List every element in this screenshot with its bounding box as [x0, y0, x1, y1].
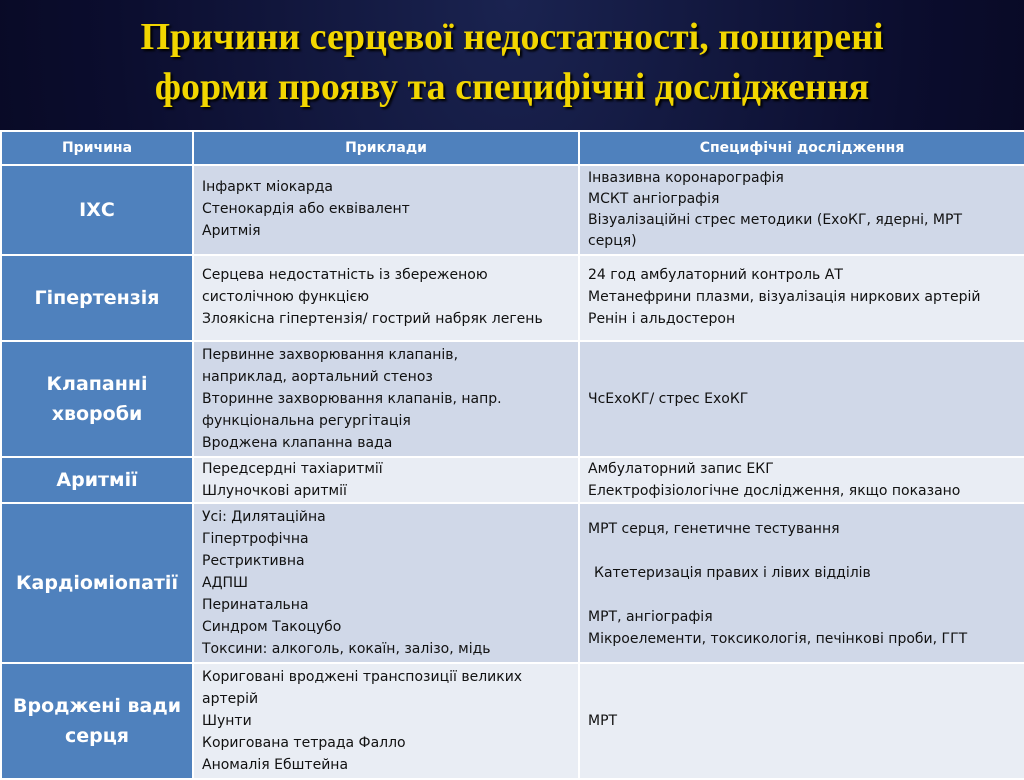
- cause-label: ІХС: [79, 199, 115, 221]
- test-item: серця): [588, 233, 637, 249]
- example-item: Аритмія: [202, 223, 261, 239]
- table-row: [1, 341, 1024, 457]
- examples-cell: [193, 663, 579, 779]
- table-header-row: [1, 131, 1024, 165]
- table-row: [1, 503, 1024, 663]
- cause-cell: [1, 663, 193, 779]
- causes-table: [0, 130, 1024, 780]
- test-item: Мікроелементи, токсикологія, печінкові проби, ГГТ: [588, 631, 968, 647]
- test-item: Метанефрини плазми, візуалізація ниркових артерій: [588, 289, 981, 305]
- cause-cell: [1, 341, 193, 457]
- tests-cell: [579, 255, 1024, 341]
- title-line-1: Причини серцевої недостатності, поширені: [140, 16, 884, 58]
- example-item: Усі: Дилятаційна: [202, 509, 326, 525]
- table-row: [1, 165, 1024, 255]
- spacer: [588, 540, 1016, 562]
- tests-cell: [579, 341, 1024, 457]
- example-item: артерій: [202, 691, 259, 707]
- example-item: Стенокардія або еквівалент: [202, 201, 410, 217]
- example-item: Гіпертрофічна: [202, 531, 309, 547]
- title-line-2: форми прояву та специфічні дослідження: [154, 66, 870, 108]
- example-item: Шлуночкові аритмії: [202, 483, 347, 499]
- cause-label-line-2: хвороби: [51, 403, 143, 425]
- tests-cell: [579, 165, 1024, 255]
- example-item: Шунти: [202, 713, 252, 729]
- cause-label: Аритмії: [56, 469, 138, 491]
- example-item: Рестриктивна: [202, 553, 305, 569]
- example-item: АДПШ: [202, 575, 249, 591]
- example-item: Первинне захворювання клапанів,: [202, 347, 459, 363]
- example-item: Вторинне захворювання клапанів, напр.: [202, 391, 502, 407]
- example-item: Інфаркт міокарда: [202, 179, 333, 195]
- cause-label-line-1: Вроджені вади: [12, 695, 182, 717]
- examples-cell: [193, 457, 579, 503]
- example-item: функціональна регургітація: [202, 413, 411, 429]
- test-item: МРТ: [588, 713, 618, 729]
- example-item: Коригована тетрада Фалло: [202, 735, 406, 751]
- test-item: Візуалізаційні стрес методики (ЕхоКГ, ядерні, МРТ: [588, 212, 963, 228]
- header-examples: Приклади: [193, 131, 579, 165]
- test-item: МРТ, ангіографія: [588, 609, 713, 625]
- cause-label: Гіпертензія: [34, 287, 160, 309]
- test-item: Амбулаторний запис ЕКГ: [588, 461, 774, 477]
- test-item: Ренін і альдостерон: [588, 311, 736, 327]
- test-item: МРТ серця, генетичне тестування: [588, 521, 840, 537]
- test-item: Інвазивна коронарографія: [588, 170, 784, 186]
- example-item: Серцева недостатність із збереженою: [202, 267, 488, 283]
- test-item: Катетеризація правих і лівих відділів: [594, 565, 871, 581]
- examples-cell: [193, 165, 579, 255]
- cause-label-line-2: серця: [64, 725, 130, 747]
- example-item: Злоякісна гіпертензія/ гострий набряк легень: [202, 311, 543, 327]
- test-item: ЧсЕхоКГ/ стрес ЕхоКГ: [588, 391, 749, 407]
- cause-cell: [1, 457, 193, 503]
- examples-cell: [193, 503, 579, 663]
- cause-cell: [1, 503, 193, 663]
- example-item: Перинатальна: [202, 597, 309, 613]
- tests-cell: [579, 663, 1024, 779]
- cause-label-line-1: Клапанні: [46, 373, 148, 395]
- example-item: Синдром Такоцубо: [202, 619, 342, 635]
- example-item: Передсердні тахіаритмії: [202, 461, 383, 477]
- example-item: Аномалія Ебштейна: [202, 757, 349, 773]
- examples-cell: [193, 341, 579, 457]
- example-item: Токсини: алкоголь, кокаїн, залізо, мідь: [202, 641, 491, 657]
- example-item: Кориговані вроджені транспозиції великих: [202, 669, 523, 685]
- table-row: [1, 663, 1024, 779]
- example-item: Вроджена клапанна вада: [202, 435, 393, 451]
- table-row: [1, 457, 1024, 503]
- slide-title: [0, 12, 1024, 112]
- header-tests: Специфічні дослідження: [579, 131, 1024, 165]
- examples-cell: [193, 255, 579, 341]
- table-row: [1, 255, 1024, 341]
- header-cause: Причина: [1, 131, 193, 165]
- test-item: 24 год амбулаторний контроль АТ: [588, 267, 843, 283]
- example-item: наприклад, аортальний стеноз: [202, 369, 433, 385]
- tests-cell: [579, 457, 1024, 503]
- spacer: [588, 584, 1016, 606]
- tests-cell: [579, 503, 1024, 663]
- cause-cell: [1, 165, 193, 255]
- test-item: Електрофізіологічне дослідження, якщо показано: [588, 483, 961, 499]
- test-item: МСКТ ангіографія: [588, 191, 720, 207]
- cause-label: Кардіоміопатії: [16, 572, 178, 594]
- example-item: систолічною функцією: [202, 289, 370, 305]
- cause-cell: [1, 255, 193, 341]
